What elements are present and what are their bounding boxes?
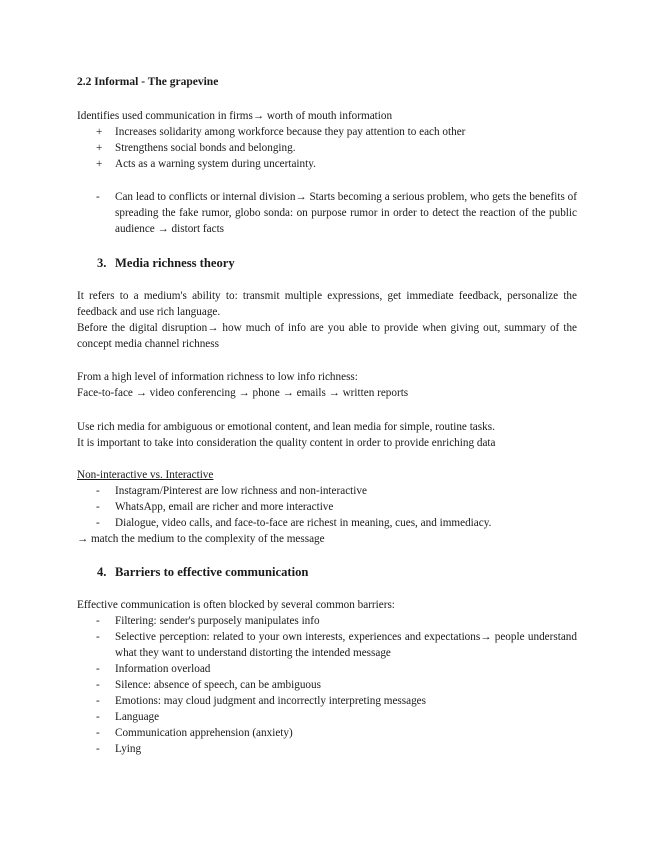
list-item-text: Can lead to conflicts or internal division→ Starts becoming a serious problem, who gets the benefits of spreading the fake rumor, globo sonda: on purpose rumor in order to detect the reaction of the public audience → distort facts — [115, 191, 577, 235]
media-richness-digital: Before the digital disruption→ how much of info are you able to provide when giving out, summary of the concept media channel richness — [77, 322, 577, 350]
dash-marker: - — [96, 711, 100, 723]
list-item-text: Instagram/Pinterest are low richness and non-interactive — [115, 485, 367, 497]
list-item — [77, 140, 577, 156]
list-item-text: Lying — [115, 743, 142, 755]
grapevine-intro: Identifies used communication in firms→ worth of mouth information — [77, 110, 393, 122]
media-usage-line: Use rich media for ambiguous or emotional content, and lean media for simple, routine tasks. — [77, 421, 495, 433]
list-item-text: Filtering: sender's purposely manipulates info — [115, 615, 320, 627]
media-conclusion: → match the medium to the complexity of the message — [77, 533, 325, 545]
dash-marker: - — [96, 695, 100, 707]
interactive-list — [77, 483, 577, 531]
dash-marker: - — [96, 631, 100, 643]
dash-marker: - — [96, 743, 100, 755]
plus-marker: + — [96, 142, 103, 154]
dash-marker: - — [96, 615, 100, 627]
section-4-heading — [97, 565, 308, 580]
plus-marker: + — [96, 158, 103, 170]
interactive-block — [77, 467, 577, 547]
list-item-text: WhatsApp, email are richer and more interactive — [115, 501, 334, 513]
list-item — [77, 156, 577, 172]
media-quality-line: It is important to take into consideration the quality content in order to provide enriching data — [77, 437, 496, 449]
list-item-text: Strengthens social bonds and belonging. — [115, 142, 296, 154]
list-item — [77, 499, 577, 515]
section-2-2-heading: 2.2 Informal - The grapevine — [77, 76, 219, 88]
barriers-intro: Effective communication is often blocked by several common barriers: — [77, 599, 395, 611]
list-item-text: Increases solidarity among workforce because they pay attention to each other — [115, 126, 466, 138]
list-item-text: Dialogue, video calls, and face-to-face are richest in meaning, cues, and immediacy. — [115, 517, 492, 529]
list-item — [77, 515, 577, 531]
list-item — [77, 677, 577, 693]
richness-scale-sequence: Face-to-face → video conferencing → phone → emails → written reports — [77, 387, 409, 399]
section-number: 4. — [97, 565, 107, 579]
barriers-list — [77, 613, 577, 757]
interactive-subheading: Non-interactive vs. Interactive — [77, 469, 214, 481]
media-usage — [77, 419, 577, 451]
list-item — [77, 709, 577, 725]
list-item — [77, 629, 577, 661]
list-item — [77, 189, 577, 237]
grapevine-cons-list — [77, 189, 577, 237]
section-3-heading — [97, 256, 235, 271]
section-number: 3. — [97, 256, 107, 270]
media-richness-definition: It refers to a medium's ability to: transmit multiple expressions, get immediate feedback, personalize the feedback and use rich language. — [77, 290, 577, 318]
list-item-text: Information overload — [115, 663, 211, 675]
grapevine-cons — [77, 189, 577, 237]
list-item-text: Language — [115, 711, 160, 723]
dash-marker: - — [96, 679, 100, 691]
list-item — [77, 613, 577, 629]
list-item — [77, 661, 577, 677]
dash-marker: - — [96, 485, 100, 497]
dash-marker: - — [96, 663, 100, 675]
dash-marker: - — [96, 191, 100, 203]
grapevine-pros-list — [77, 124, 577, 172]
list-item — [77, 124, 577, 140]
dash-marker: - — [96, 727, 100, 739]
list-item-text: Selective perception: related to your own interests, experiences and expectations→ people understand what they want to understand distorting the intended message — [115, 631, 577, 659]
list-item-text: Communication apprehension (anxiety) — [115, 727, 293, 739]
richness-scale — [77, 369, 577, 401]
list-item-text: Acts as a warning system during uncertainty. — [115, 158, 316, 170]
dash-marker: - — [96, 501, 100, 513]
plus-marker: + — [96, 126, 103, 138]
list-item — [77, 741, 577, 757]
section-3-intro — [77, 288, 577, 352]
section-title: Media richness theory — [115, 256, 235, 270]
dash-marker: - — [96, 517, 100, 529]
section-2-2-body — [77, 108, 577, 172]
list-item — [77, 483, 577, 499]
list-item-text: Silence: absence of speech, can be ambiguous — [115, 679, 321, 691]
list-item-text: Emotions: may cloud judgment and incorrectly interpreting messages — [115, 695, 426, 707]
section-4-body — [77, 597, 577, 757]
section-title: Barriers to effective communication — [115, 565, 309, 579]
richness-scale-intro: From a high level of information richness to low info richness: — [77, 371, 358, 383]
list-item — [77, 693, 577, 709]
list-item — [77, 725, 577, 741]
